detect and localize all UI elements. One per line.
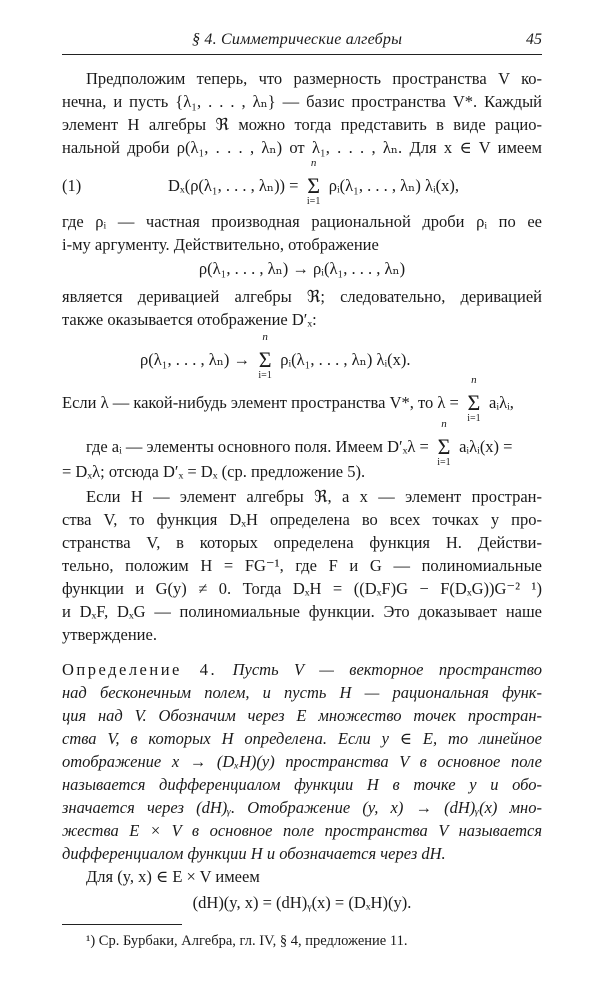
- definition-line: отображение x → (DₓH)(y) пространства V в основное поле: [62, 752, 542, 771]
- running-title: § 4. Симметрические алгебры: [192, 31, 403, 48]
- page-header: [62, 30, 542, 55]
- equation-lhs: Dₓ(ρ(λ₁, . . . , λₙ)) =: [168, 176, 299, 195]
- text-line: [62, 374, 514, 425]
- definition-line: жества E × V в основное поле пространства V называется: [62, 821, 542, 840]
- definition-line: называется дифференциалом функции H в точке y и обо-: [62, 775, 542, 794]
- definition-line: ция над V. Обозначим через E множество точек простран-: [62, 706, 542, 725]
- text-line: ства V, то функция DₓH определена во всех точках y про-: [62, 510, 542, 529]
- equation-2: ρ(λ₁, . . . , λₙ) → ρᵢ(λ₁, . . . , λₙ): [198, 259, 406, 278]
- text-line: Для (y, x) ∈ E × V имеем: [86, 867, 260, 886]
- summation: [463, 374, 485, 425]
- summation: [303, 157, 325, 208]
- text-line: также оказывается отображение D′ₓ:: [62, 310, 317, 329]
- text-line: Предположим теперь, что размерность пространства V ко-: [86, 69, 542, 88]
- definition-line: дифференциалом функции H и обозначается через dH.: [62, 844, 446, 863]
- summation: [433, 418, 455, 469]
- text-line: функции и G(y) ≠ 0. Тогда DₓH = ((DₓF)G − F(DₓG))G⁻² ¹): [62, 579, 542, 598]
- sigma-symbol: Σ: [437, 434, 451, 460]
- equation-rhs: ρᵢ(λ₁, . . . , λₙ) λᵢ(x),: [328, 176, 460, 195]
- definition-first-line: [62, 660, 542, 680]
- text-line: является деривацией алгебры ℜ; следовательно, деривацией: [62, 287, 542, 306]
- sum-upper-limit: n: [471, 374, 477, 387]
- text-line: тельно, положим H = FG⁻¹, где F и G — полиномиальные: [62, 556, 542, 575]
- text-line: элемент H алгебры ℜ можно тогда представить в виде рацио-: [62, 115, 542, 134]
- definition-text: Пусть V — векторное пространство: [232, 660, 542, 679]
- text-line: где ρᵢ — частная производная рациональной дроби ρᵢ по ее: [62, 212, 542, 231]
- equation-rhs: ρᵢ(λ₁, . . . , λₙ) λᵢ(x).: [280, 350, 411, 369]
- text-line: [86, 418, 513, 469]
- sum-lower-limit: i=1: [258, 370, 272, 382]
- sigma-symbol: Σ: [467, 390, 481, 416]
- footnote: ¹) Ср. Бурбаки, Алгебра, гл. IV, § 4, предложение 11.: [86, 933, 408, 949]
- text-line: странства V, в которых определена функция H. Действи-: [62, 533, 542, 552]
- sum-upper-limit: n: [262, 331, 268, 344]
- sum-lower-limit: i=1: [437, 457, 451, 469]
- definition-line: над бесконечным полем, и пусть H — рациональная функ-: [62, 683, 542, 702]
- equation-1: [168, 157, 460, 208]
- text-line: = Dₓλ; отсюда D′ₓ = Dₓ (ср. предложение 5).: [62, 462, 366, 481]
- equation-3: [140, 331, 411, 382]
- sum-upper-limit: n: [441, 418, 447, 431]
- text-line: нальной дроби ρ(λ₁, . . . , λₙ) от λ₁, . . . , λₙ. Для x ∈ V имеем: [62, 138, 542, 157]
- text-segment: aᵢλᵢ(x) =: [459, 437, 513, 456]
- definition-line: значается через (dH)ᵧ. Отображение (y, x) → (dH)ᵧ(x) мно-: [62, 798, 542, 817]
- sum-upper-limit: n: [310, 157, 317, 170]
- equation-lhs: ρ(λ₁, . . . , λₙ) →: [140, 350, 250, 369]
- text-segment: aᵢλᵢ,: [489, 393, 514, 412]
- sigma-symbol: Σ: [307, 173, 321, 199]
- text-line: утверждение.: [62, 625, 157, 644]
- definition-line: ства V, в которых H определена. Если y ∈ E, то линейное: [62, 729, 542, 748]
- sum-lower-limit: i=1: [467, 413, 481, 425]
- definition-label: Определение 4.: [62, 660, 218, 679]
- sigma-symbol: Σ: [258, 347, 272, 373]
- summation: [254, 331, 276, 382]
- text-line: Если H — элемент алгебры ℜ, а x — элемент простран-: [86, 487, 542, 506]
- text-segment: Если λ — какой-нибудь элемент пространства V*, то λ =: [62, 393, 459, 412]
- sum-lower-limit: i=1: [306, 196, 321, 208]
- footnote-rule: [62, 924, 182, 925]
- equation-final: (dH)(y, x) = (dH)ᵧ(x) = (DₓH)(y).: [192, 893, 412, 912]
- text-line: и DₓF, DₓG — полиномиальные функции. Это доказывает наше: [62, 602, 542, 621]
- text-line: нечна, и пусть {λ₁, . . . , λₙ} — базис пространства V*. Каждый: [62, 92, 542, 111]
- text-line: i-му аргументу. Действительно, отображение: [62, 235, 379, 254]
- text-segment: где aᵢ — элементы основного поля. Имеем D′ₓλ =: [86, 437, 429, 456]
- equation-number: (1): [62, 176, 82, 195]
- page-number: 45: [526, 31, 542, 48]
